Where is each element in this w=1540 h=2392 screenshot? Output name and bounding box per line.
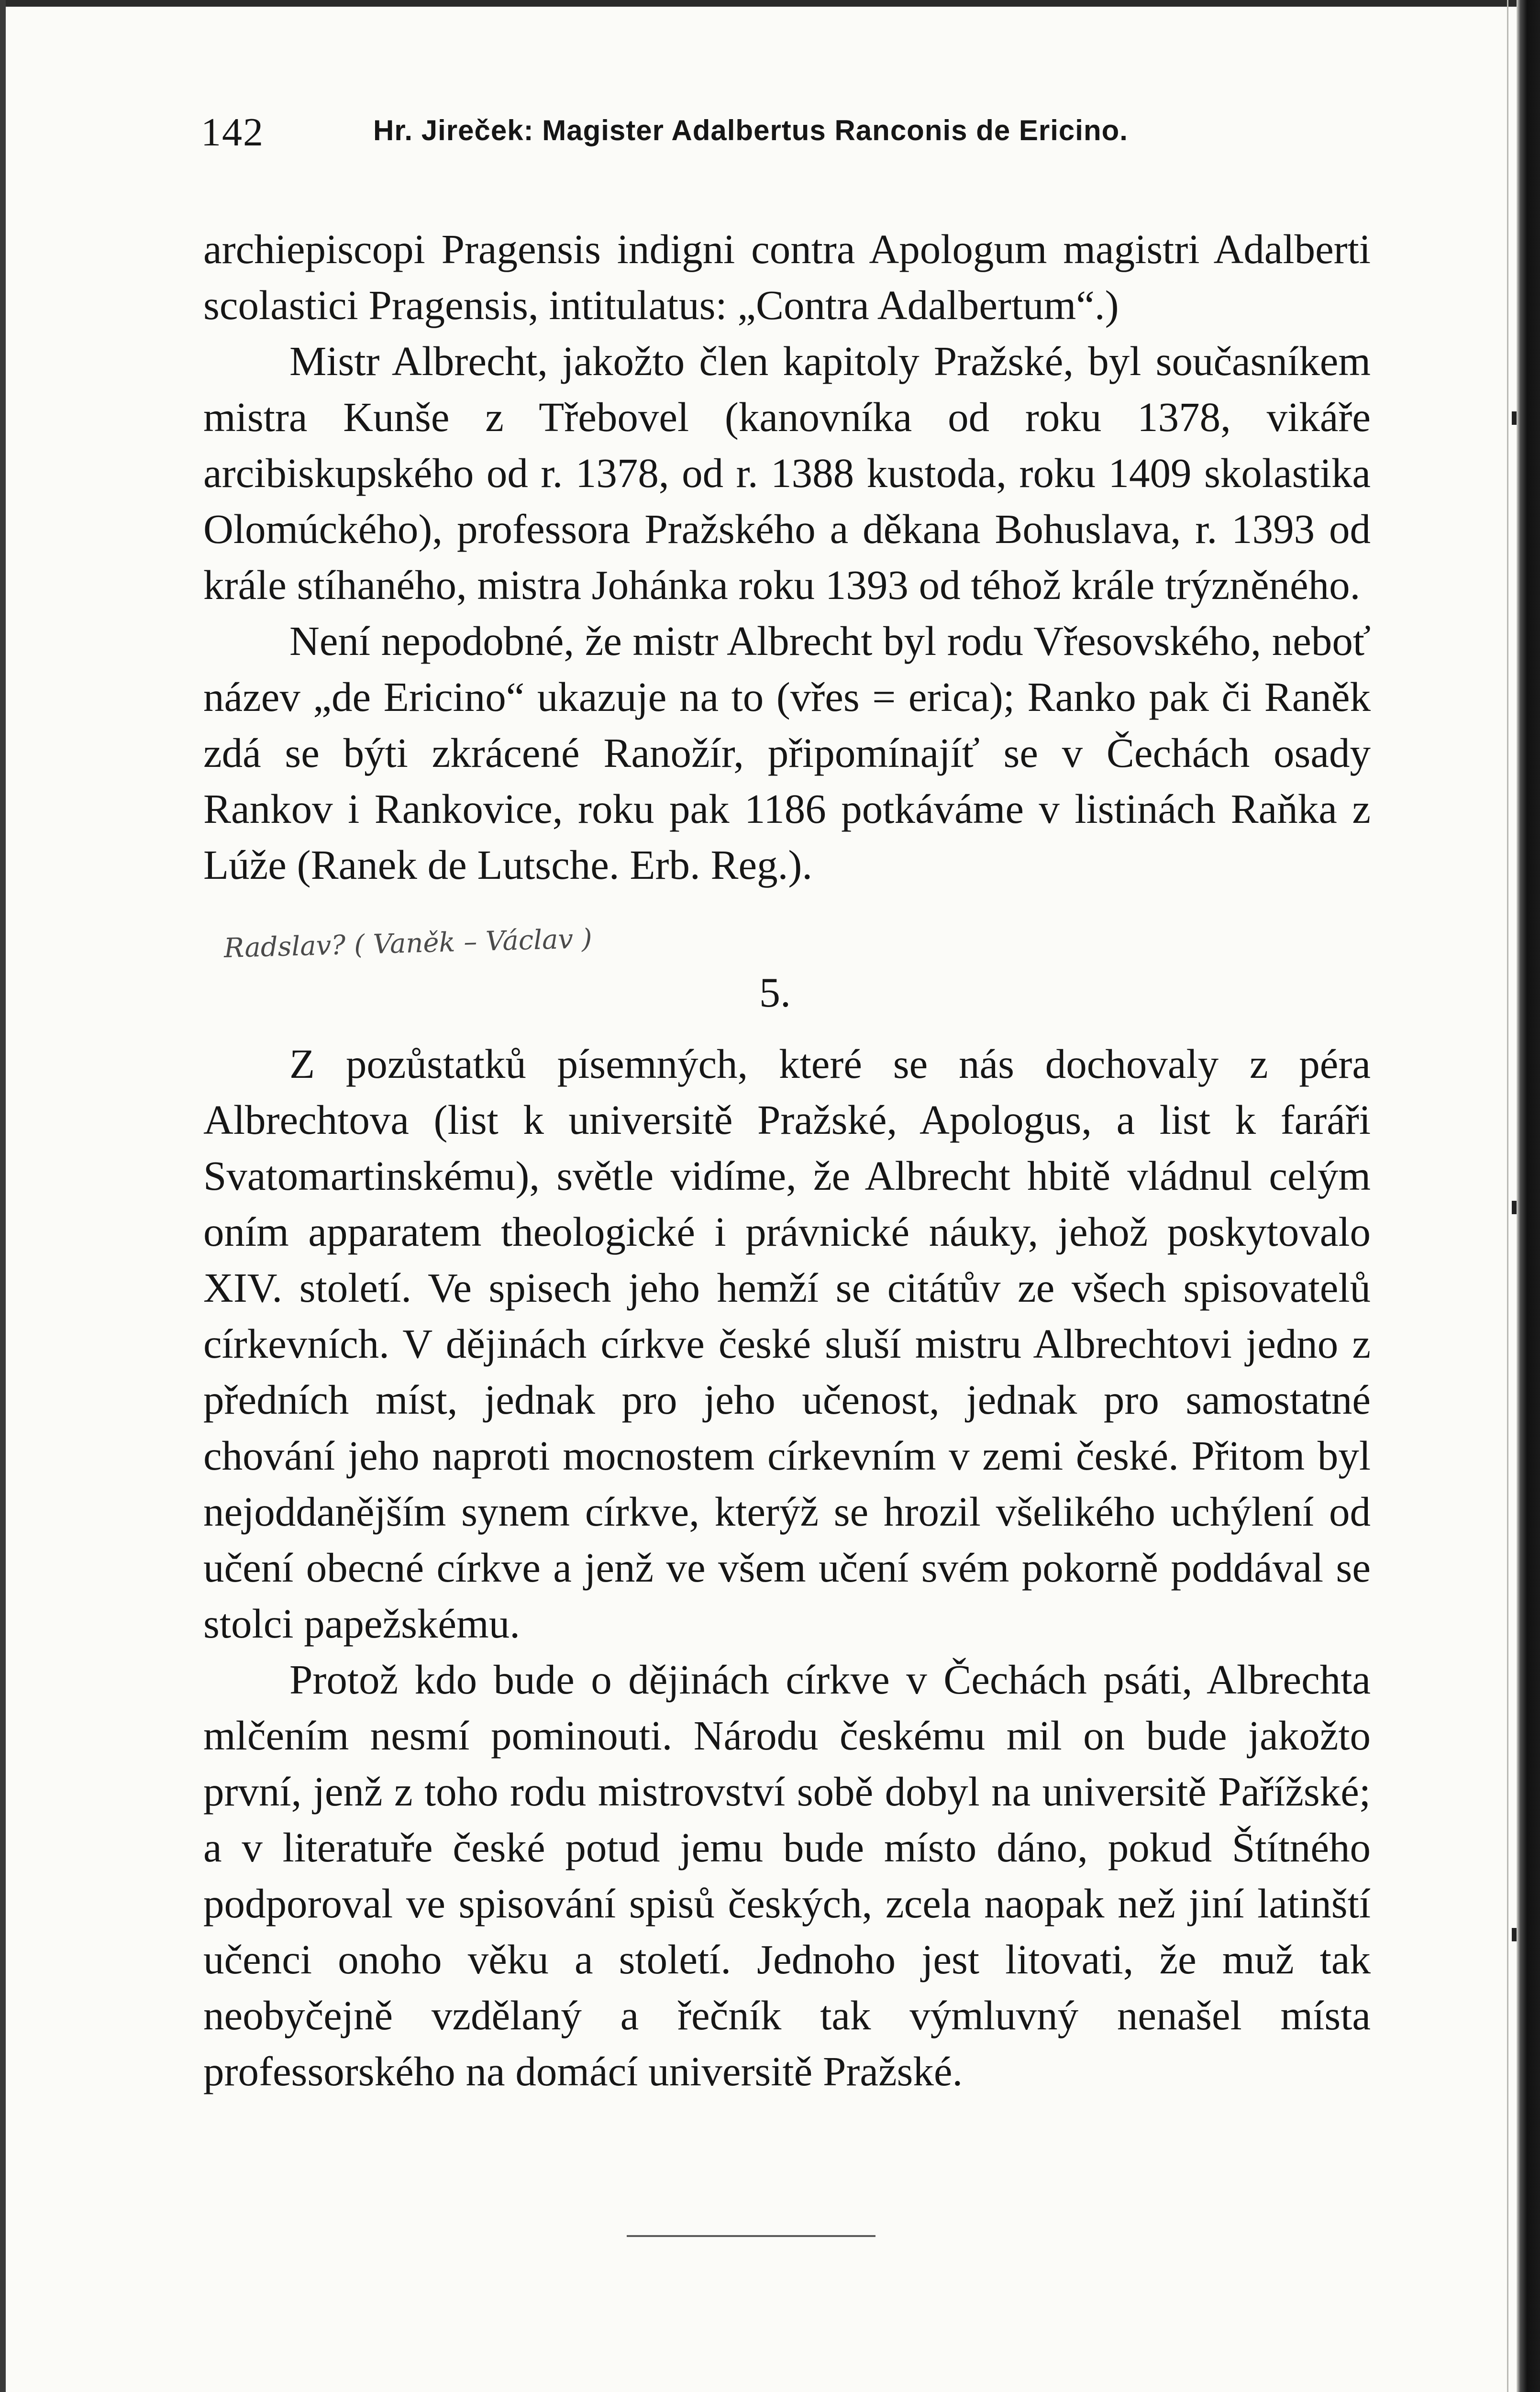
paragraph-written-remains: Z pozůstatků písemných, které se nás dochovaly z péra Albrechtova (list k universitě Pražské, Apologus, a list k faráři Svatomartinskému), světle vidíme, že Albrecht hbitě vládnul celým oním apparatem theologické i právnické náuky, jehož poskytovalo XIV. století. Ve spisech jeho hemží se citátův ze všech spisovatelů církevních. V dějinách církve české sluší mistru Albrechtovi jedno z předních míst, jednak pro jeho učenost, jednak pro samostatné chování jeho naproti mocnostem církevním v zemi české. Přitom byl nejoddanějším synem církve, kterýž se hrozil všelikého uchýlení od učení obecné církve a jenž ve všem učení svém pokorně poddával se stolci papežskému. xyxy=(203,1041,1371,1647)
page-header xyxy=(201,109,1368,162)
scan-border-top xyxy=(0,0,1540,7)
scan-border-left xyxy=(0,0,6,2392)
scan-fold-line xyxy=(1507,0,1508,2392)
end-rule xyxy=(627,2235,875,2237)
paragraph-church-history: Protož kdo bude o dějinách církve v Čechách psáti, Albrechta mlčením nesmí pominouti. Národu českému mil on bude jakožto první, jenž z toho rodu mistrovství sobě dobyl na universitě Pařížské; a v literatuře české potud jemu bude místo dáno, pokud Štítného podporoval ve spisování spisů českých, zcela naopak než jiní latinští učenci onoho věku a století. Jednoho jest litovati, že muž tak neobyčejně vzdělaný a řečník tak výmluvný nenašel místa professorského na domácí universitě Pražské. xyxy=(203,1656,1371,2094)
edge-mark xyxy=(1512,411,1517,425)
paragraph-albrecht-contemporaries: Mistr Albrecht, jakožto člen kapitoly Pražské, byl současníkem mistra Kunše z Třebovel (kanovníka od roku 1378, vikáře arcibiskupského od r. 1378, od r. 1388 kustoda, roku 1409 skolastika Olomúckého), professora Pražského a děkana Bohuslava, r. 1393 od krále stíhaného, mistra Johánka roku 1393 od téhož krále trýzněného. xyxy=(203,338,1371,608)
paragraph-vresovsky-origin: Není nepodobné, že mistr Albrecht byl rodu Vřesovského, neboť název „de Ericino“ ukazuje na to (vřes = erica); Ranko pak či Raněk zdá se býti zkrácené Ranožír, připomínajíť se v Čechách osady Rankov i Rankovice, roku pak 1186 potkáváme v listinách Raňka z Lúže (Ranek de Lutsche. Erb. Reg.). xyxy=(203,618,1371,888)
scan-border-right xyxy=(1517,0,1540,2392)
edge-mark xyxy=(1512,1928,1517,1941)
handwritten-note: Radslav? ( Vaněk – Václav ) xyxy=(223,923,593,964)
section-number: 5. xyxy=(759,970,791,1016)
section-1-text xyxy=(203,221,1371,893)
running-title: Hr. Jireček: Magister Adalbertus Ranconis de Ericino. xyxy=(373,114,1128,146)
section-5-text xyxy=(203,1036,1371,2099)
paragraph-continuation: archiepiscopi Pragensis indigni contra Apologum magistri Adalberti scolastici Pragensis, intitulatus: „Contra Adalbertum“.) xyxy=(203,226,1371,328)
page-number: 142 xyxy=(201,110,264,155)
edge-mark xyxy=(1512,1201,1517,1214)
